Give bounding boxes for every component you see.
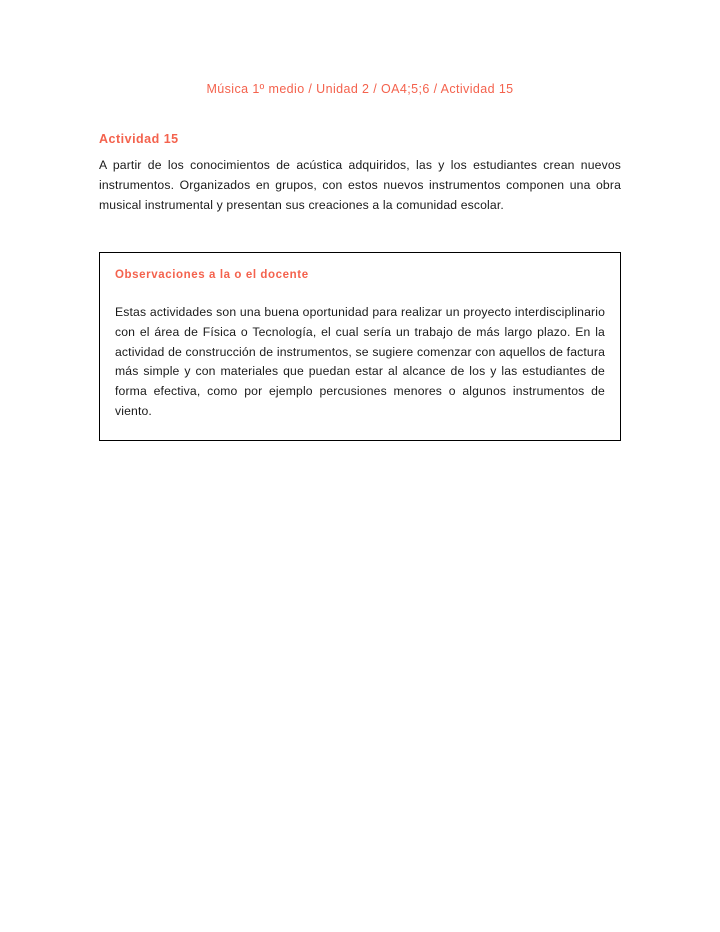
- teacher-note-box: [99, 252, 621, 441]
- teacher-note-title: Observaciones a la o el docente: [115, 269, 309, 281]
- teacher-note-body: Estas actividades son una buena oportunidad para realizar un proyecto interdisciplinario con el área de Física o Tecnología, el cual sería un trabajo de más largo plazo. En la actividad de construcción de instrumentos, se sugiere comenzar con aquellos de factura más simple y con materiales que puedan estar al alcance de los y las estudiantes de forma efectiva, como por ejemplo percusiones menores o algunos instrumentos de viento.: [115, 305, 605, 418]
- breadcrumb: Música 1º medio / Unidad 2 / OA4;5;6 / Actividad 15: [206, 82, 514, 96]
- activity-section: [99, 132, 621, 215]
- activity-description: A partir de los conocimientos de acústica adquiridos, las y los estudiantes crean nuevos instrumentos. Organizados en grupos, con estos nuevos instrumentos componen una obra musical instrumental y presentan sus creaciones a la comunidad escolar.: [99, 158, 621, 212]
- page-title: Actividad 15: [99, 132, 179, 146]
